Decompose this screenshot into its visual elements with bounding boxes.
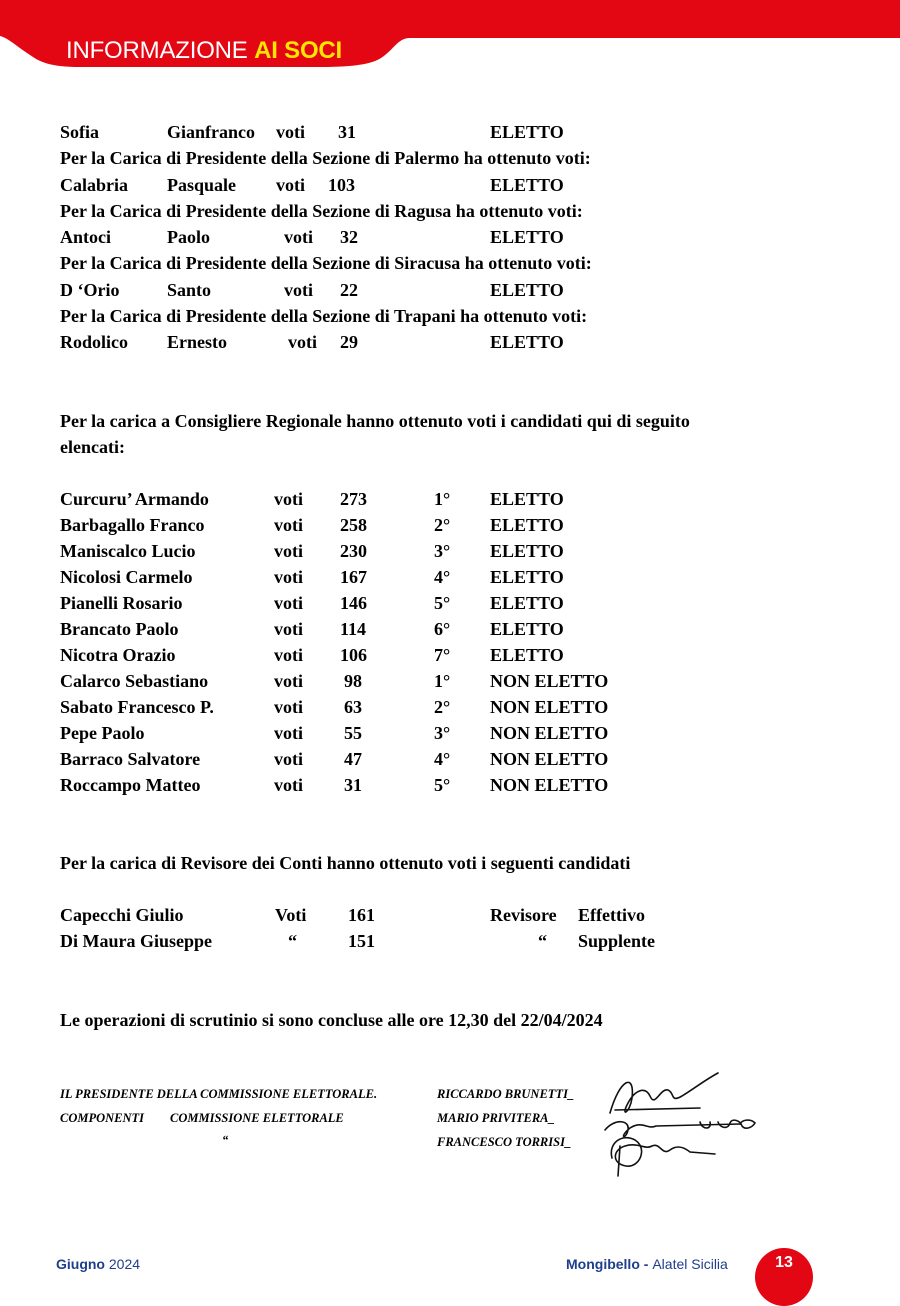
candidate-name: Nicolosi Carmelo [60, 567, 193, 587]
votes-label: voti [288, 332, 317, 352]
votes-label: voti [274, 541, 303, 561]
votes-label: voti [276, 175, 305, 195]
section-title-accent: AI SOCI [254, 37, 343, 64]
election-result: ELETTO [490, 567, 564, 587]
votes-count: 22 [340, 280, 358, 300]
votes-label: voti [274, 489, 303, 509]
votes-count: 63 [344, 697, 362, 717]
rank: 3° [434, 723, 451, 743]
handwritten-signatures [590, 1068, 760, 1178]
votes-label: voti [274, 775, 303, 795]
candidate-name: Brancato Paolo [60, 619, 179, 639]
votes-label: voti [274, 645, 303, 665]
section-title-part1: INFORMAZIONE [66, 37, 255, 64]
auditors-intro: Per la carica di Revisore dei Conti hanno ottenuto voti i seguenti candidati [60, 853, 631, 873]
auditor-role: Revisore [490, 905, 557, 925]
votes-count: 114 [340, 619, 367, 639]
votes-label: voti [274, 749, 303, 769]
election-result: ELETTO [490, 593, 564, 613]
votes-count: 55 [344, 723, 362, 743]
votes-count: 230 [340, 541, 367, 561]
rank: 4° [434, 749, 451, 769]
election-result: NON ELETTO [490, 671, 609, 691]
auditor-role-type: Effettivo [578, 905, 645, 925]
election-result: ELETTO [490, 227, 564, 247]
votes-label: voti [284, 280, 313, 300]
election-result: ELETTO [490, 280, 564, 300]
election-result: NON ELETTO [490, 749, 609, 769]
votes-label: voti [274, 723, 303, 743]
election-result: ELETTO [490, 515, 564, 535]
section-heading: Per la Carica di Presidente della Sezione di Ragusa ha ottenuto voti: [60, 201, 583, 221]
candidate-name: Barraco Salvatore [60, 749, 201, 769]
rank: 4° [434, 567, 451, 587]
votes-count: 47 [344, 749, 362, 769]
candidate-name: Pianelli Rosario [60, 593, 183, 613]
councillors-intro-line2: elencati: [60, 437, 125, 457]
votes-count: 146 [340, 593, 367, 613]
rank: 2° [434, 697, 451, 717]
votes-count: 103 [328, 175, 355, 195]
votes-label: voti [276, 122, 305, 142]
rank: 5° [434, 593, 451, 613]
footer-year: 2024 [108, 1256, 141, 1272]
votes-label: voti [274, 567, 303, 587]
votes-count: 31 [338, 122, 356, 142]
candidate-name: Pepe Paolo [60, 723, 145, 743]
candidate-surname: D ‘Orio [60, 280, 120, 300]
candidate-name: Paolo [167, 227, 210, 247]
footer-org: Alatel Sicilia [652, 1256, 728, 1272]
rank: 1° [434, 489, 451, 509]
votes-label: voti [274, 671, 303, 691]
candidate-name: Pasquale [167, 175, 237, 195]
election-result: ELETTO [490, 489, 564, 509]
candidate-name: Gianfranco [167, 122, 255, 142]
election-result: ELETTO [490, 541, 564, 561]
candidate-name: Curcuru’ Armando [60, 489, 209, 509]
candidate-surname: Sofia [60, 122, 100, 142]
election-result: ELETTO [490, 619, 564, 639]
votes-label: voti [274, 515, 303, 535]
auditor-role-type: Supplente [578, 931, 656, 951]
candidate-name: Di Maura Giuseppe [60, 931, 213, 951]
section-heading: Per la Carica di Presidente della Sezione di Palermo ha ottenuto voti: [60, 148, 591, 168]
votes-count: 167 [340, 567, 367, 587]
election-result: ELETTO [490, 175, 564, 195]
election-result: NON ELETTO [490, 723, 609, 743]
footer-month: Giugno [56, 1256, 105, 1272]
section-heading: Per la Carica di Presidente della Sezione di Siracusa ha ottenuto voti: [60, 253, 592, 273]
page-number: 13 [775, 1254, 793, 1271]
signatory-name-1: RICCARDO BRUNETTI_ [437, 1087, 575, 1101]
votes-count: 106 [340, 645, 367, 665]
votes-label: voti [274, 593, 303, 613]
votes-count: 98 [344, 671, 362, 691]
councillors-intro-line1: Per la carica a Consigliere Regionale hanno ottenuto voti i candidati qui di seguito [60, 411, 690, 431]
president-commission-label: IL PRESIDENTE DELLA COMMISSIONE ELETTORALE. [60, 1087, 378, 1101]
footer-date [56, 1256, 140, 1272]
votes-count: 151 [348, 931, 375, 951]
votes-count: 161 [348, 905, 375, 925]
election-result: NON ELETTO [490, 775, 609, 795]
page-number-badge [755, 1248, 813, 1306]
auditor-role: “ [538, 931, 547, 951]
ditto-mark: “ [222, 1133, 229, 1147]
votes-label: voti [274, 619, 303, 639]
rank: 5° [434, 775, 451, 795]
footer-separator: - [639, 1256, 653, 1272]
candidate-surname: Calabria [60, 175, 129, 195]
candidate-name: Maniscalco Lucio [60, 541, 196, 561]
section-title [66, 37, 342, 65]
commission-label: COMMISSIONE ELETTORALE [170, 1111, 344, 1125]
header-bar [0, 0, 900, 70]
election-result: ELETTO [490, 332, 564, 352]
rank: 1° [434, 671, 451, 691]
footer-publication-name: Mongibello [566, 1256, 640, 1272]
candidate-name: Sabato Francesco P. [60, 697, 214, 717]
components-label: COMPONENTI [60, 1111, 145, 1125]
signatory-name-3: FRANCESCO TORRISI_ [437, 1135, 572, 1149]
footer-publication [566, 1256, 728, 1272]
rank: 2° [434, 515, 451, 535]
closing-statement: Le operazioni di scrutinio si sono concluse alle ore 12,30 del 22/04/2024 [60, 1010, 603, 1030]
candidate-name: Nicotra Orazio [60, 645, 176, 665]
votes-label: “ [288, 931, 297, 951]
votes-count: 32 [340, 227, 358, 247]
candidate-surname: Rodolico [60, 332, 129, 352]
votes-label: voti [284, 227, 313, 247]
votes-count: 29 [340, 332, 358, 352]
candidate-name: Ernesto [167, 332, 227, 352]
votes-label: Voti [275, 905, 307, 925]
election-result: NON ELETTO [490, 697, 609, 717]
rank: 7° [434, 645, 451, 665]
votes-count: 273 [340, 489, 367, 509]
rank: 3° [434, 541, 451, 561]
signatory-name-2: MARIO PRIVITERA_ [437, 1111, 555, 1125]
candidate-name: Calarco Sebastiano [60, 671, 209, 691]
election-result: ELETTO [490, 645, 564, 665]
candidate-name: Capecchi Giulio [60, 905, 184, 925]
candidate-name: Roccampo Matteo [60, 775, 201, 795]
candidate-surname: Antoci [60, 227, 111, 247]
section-heading: Per la Carica di Presidente della Sezione di Trapani ha ottenuto voti: [60, 306, 588, 326]
election-result: ELETTO [490, 122, 564, 142]
votes-count: 258 [340, 515, 367, 535]
rank: 6° [434, 619, 451, 639]
votes-count: 31 [344, 775, 362, 795]
candidate-name: Barbagallo Franco [60, 515, 205, 535]
votes-label: voti [274, 697, 303, 717]
candidate-name: Santo [167, 280, 212, 300]
